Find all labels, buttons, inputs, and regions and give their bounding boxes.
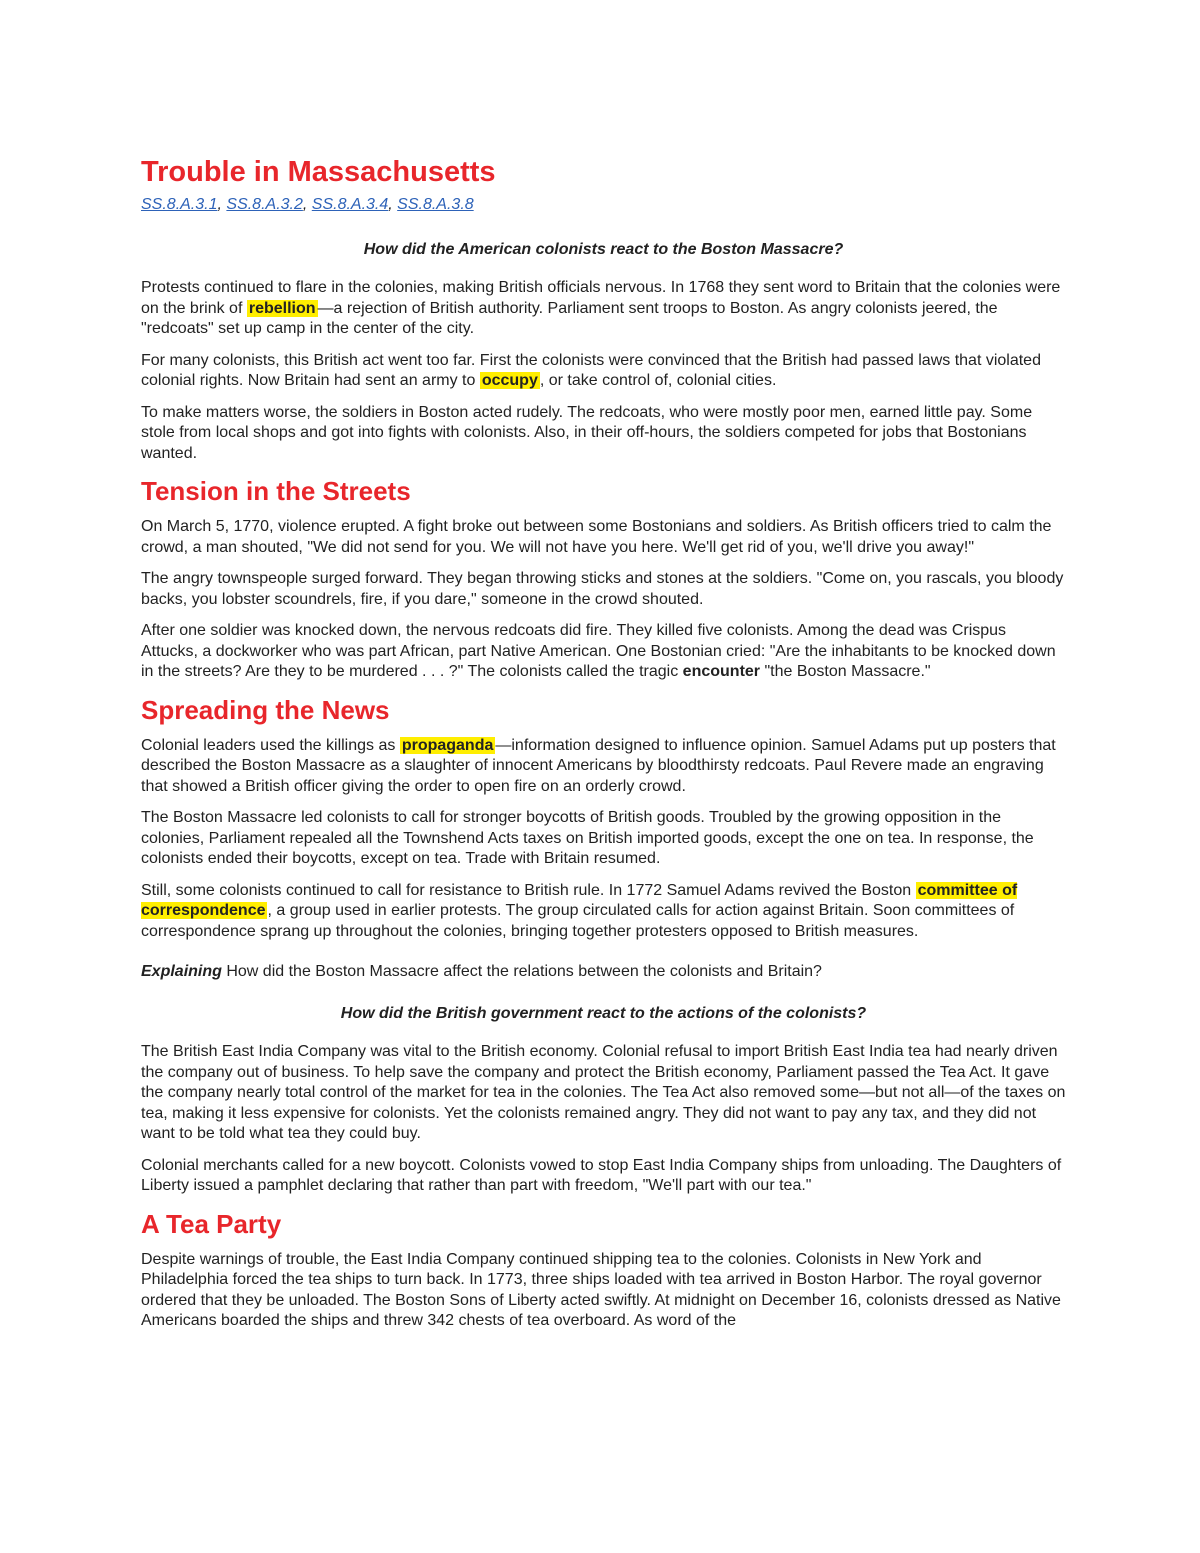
document-page — [141, 150, 1066, 1343]
vocab-term-rebellion: rebellion — [248, 299, 316, 317]
paragraph: To make matters worse, the soldiers in Boston acted rudely. The redcoats, who were mostly poor men, earned little pay. Some stole from local shops and got into fights with colonists. Also, in their off-hours, the soldiers competed for jobs that Bostonians wanted. — [141, 403, 1033, 462]
paragraph: The Boston Massacre led colonists to call for stronger boycotts of British goods. Troubled by the growing opposition in the colonies, Parliament repealed all the Townshend Acts taxes on British imported goods, except the one on tea. In response, the colonists ended their boycotts, except on tea. Trade with Britain resumed. — [141, 809, 1034, 867]
paragraph-text: "the Boston Massacre." — [760, 663, 931, 680]
paragraph — [141, 278, 1066, 340]
paragraph-text: Still, some colonists continued to call for resistance to British rule. In 1772 Samuel Adams revived the Boston — [141, 881, 916, 899]
section-heading-tension: Tension in the Streets — [141, 476, 411, 506]
paragraph-text: After one soldier was knocked down, the nervous redcoats did fire. They killed five colonists. Among the dead was Crispus Attucks, a dockworker who was part African, part Native American. One Bostonian cried: "Are the inhabitants to be knocked down in the streets? Are they to be murdered . . . ?" The colonists called the tragic — [141, 622, 1056, 680]
paragraph — [141, 881, 1066, 943]
section-heading-tea-party: A Tea Party — [141, 1208, 282, 1239]
paragraph-text: Protests continued to flare in the colonies, making British officials nervous. In 1768 they sent word to Britain that the colonies were on the brink of — [141, 279, 1061, 317]
standards-separator: , — [388, 196, 398, 213]
standard-link-4[interactable]: SS.8.A.3.8 — [397, 196, 474, 213]
paragraph-text: Colonial leaders used the killings as — [141, 736, 400, 754]
paragraph-text: For many colonists, this British act went too far. First the colonists were convinced that the British had passed laws that violated colonial rights. Now Britain had sent an army to — [141, 351, 1041, 389]
paragraph-text: , a group used in earlier protests. The group circulated calls for action against Britain. Soon committees of correspondence sprang up throughout the colonies, bringing together protesters opposed to British measures. — [141, 902, 1015, 940]
vocab-term-committee: committee of correspondence — [141, 881, 1018, 919]
explaining-text: How did the Boston Massacre affect the relations between the colonists and Britain? — [221, 963, 822, 980]
explaining-label: Explaining — [141, 963, 222, 980]
paragraph-text: —information designed to influence opinion. Samuel Adams put up posters that described the Boston Massacre as a slaughter of innocent Americans by bloodthirsty redcoats. Paul Revere made an engraving that showed a British officer giving the order to open fire on an orderly crowd. — [141, 736, 1056, 795]
page-title: Trouble in Massachusetts — [141, 156, 496, 188]
standard-link-1[interactable]: SS.8.A.3.1 — [141, 196, 218, 213]
standard-link-3[interactable]: SS.8.A.3.4 — [311, 196, 389, 213]
paragraph: The British East India Company was vital to the British economy. Colonial refusal to import British East India tea had nearly driven the company out of business. To help save the company and protect the British economy, Parliament passed the Tea Act. It gave the company nearly total control of the market for tea in the colonies. The Tea Act also removed some—but not all—of the taxes on tea, making it less expensive for colonists. Yet the colonists remained angry. They did not want to pay any tax, and they did not want to be told what tea they could buy. — [141, 1043, 1066, 1142]
paragraph-text: , or take control of, colonial cities. — [539, 372, 777, 389]
standards-separator: , — [302, 196, 312, 213]
explaining-prompt — [141, 962, 1066, 982]
standards-links — [141, 194, 1066, 216]
paragraph: The angry townspeople surged forward. They began throwing sticks and stones at the soldiers. "Come on, you rascals, you bloody backs, you lobster scoundrels, fire, if you dare," someone in the crowd shouted. — [141, 570, 1064, 608]
paragraph-text: —a rejection of British authority. Parliament sent troops to Boston. As angry colonists jeered, the "redcoats" set up camp in the center of the city. — [141, 299, 998, 337]
paragraph: Despite warnings of trouble, the East India Company continued shipping tea to the colonies. Colonists in New York and Philadelphia forced the tea ships to turn back. In 1773, three ships loaded with tea arrived in Boston Harbor. The royal governor ordered that they be unloaded. The Boston Sons of Liberty acted swiftly. At midnight on December 16, colonists dressed as Native Americans boarded the ships and threw 342 chests of tea overboard. As word of the — [141, 1250, 1061, 1329]
vocab-term-propaganda: propaganda — [401, 736, 494, 754]
vocab-term-encounter: encounter — [682, 663, 761, 680]
vocab-term-occupy: occupy — [481, 372, 538, 389]
section-heading-news: Spreading the News — [141, 694, 390, 725]
guiding-question-2: How did the British government react to the actions of the colonists? — [340, 1005, 867, 1022]
paragraph — [141, 736, 1066, 798]
guiding-question-1: How did the American colonists react to the Boston Massacre? — [363, 241, 844, 258]
paragraph: On March 5, 1770, violence erupted. A fight broke out between some Bostonians and soldiers. As British officers tried to calm the crowd, a man shouted, "We did not send for you. We will not have you here. We'll get rid of you, we'll drive you away!" — [141, 518, 1052, 556]
paragraph: Colonial merchants called for a new boycott. Colonists vowed to stop East India Company ships from unloading. The Daughters of Liberty issued a pamphlet declaring that rather than part with freedom, "We'll part with our tea." — [141, 1156, 1062, 1194]
paragraph — [141, 621, 1066, 683]
standards-separator: , — [217, 196, 227, 213]
standard-link-2[interactable]: SS.8.A.3.2 — [226, 196, 303, 213]
paragraph — [141, 351, 1066, 392]
